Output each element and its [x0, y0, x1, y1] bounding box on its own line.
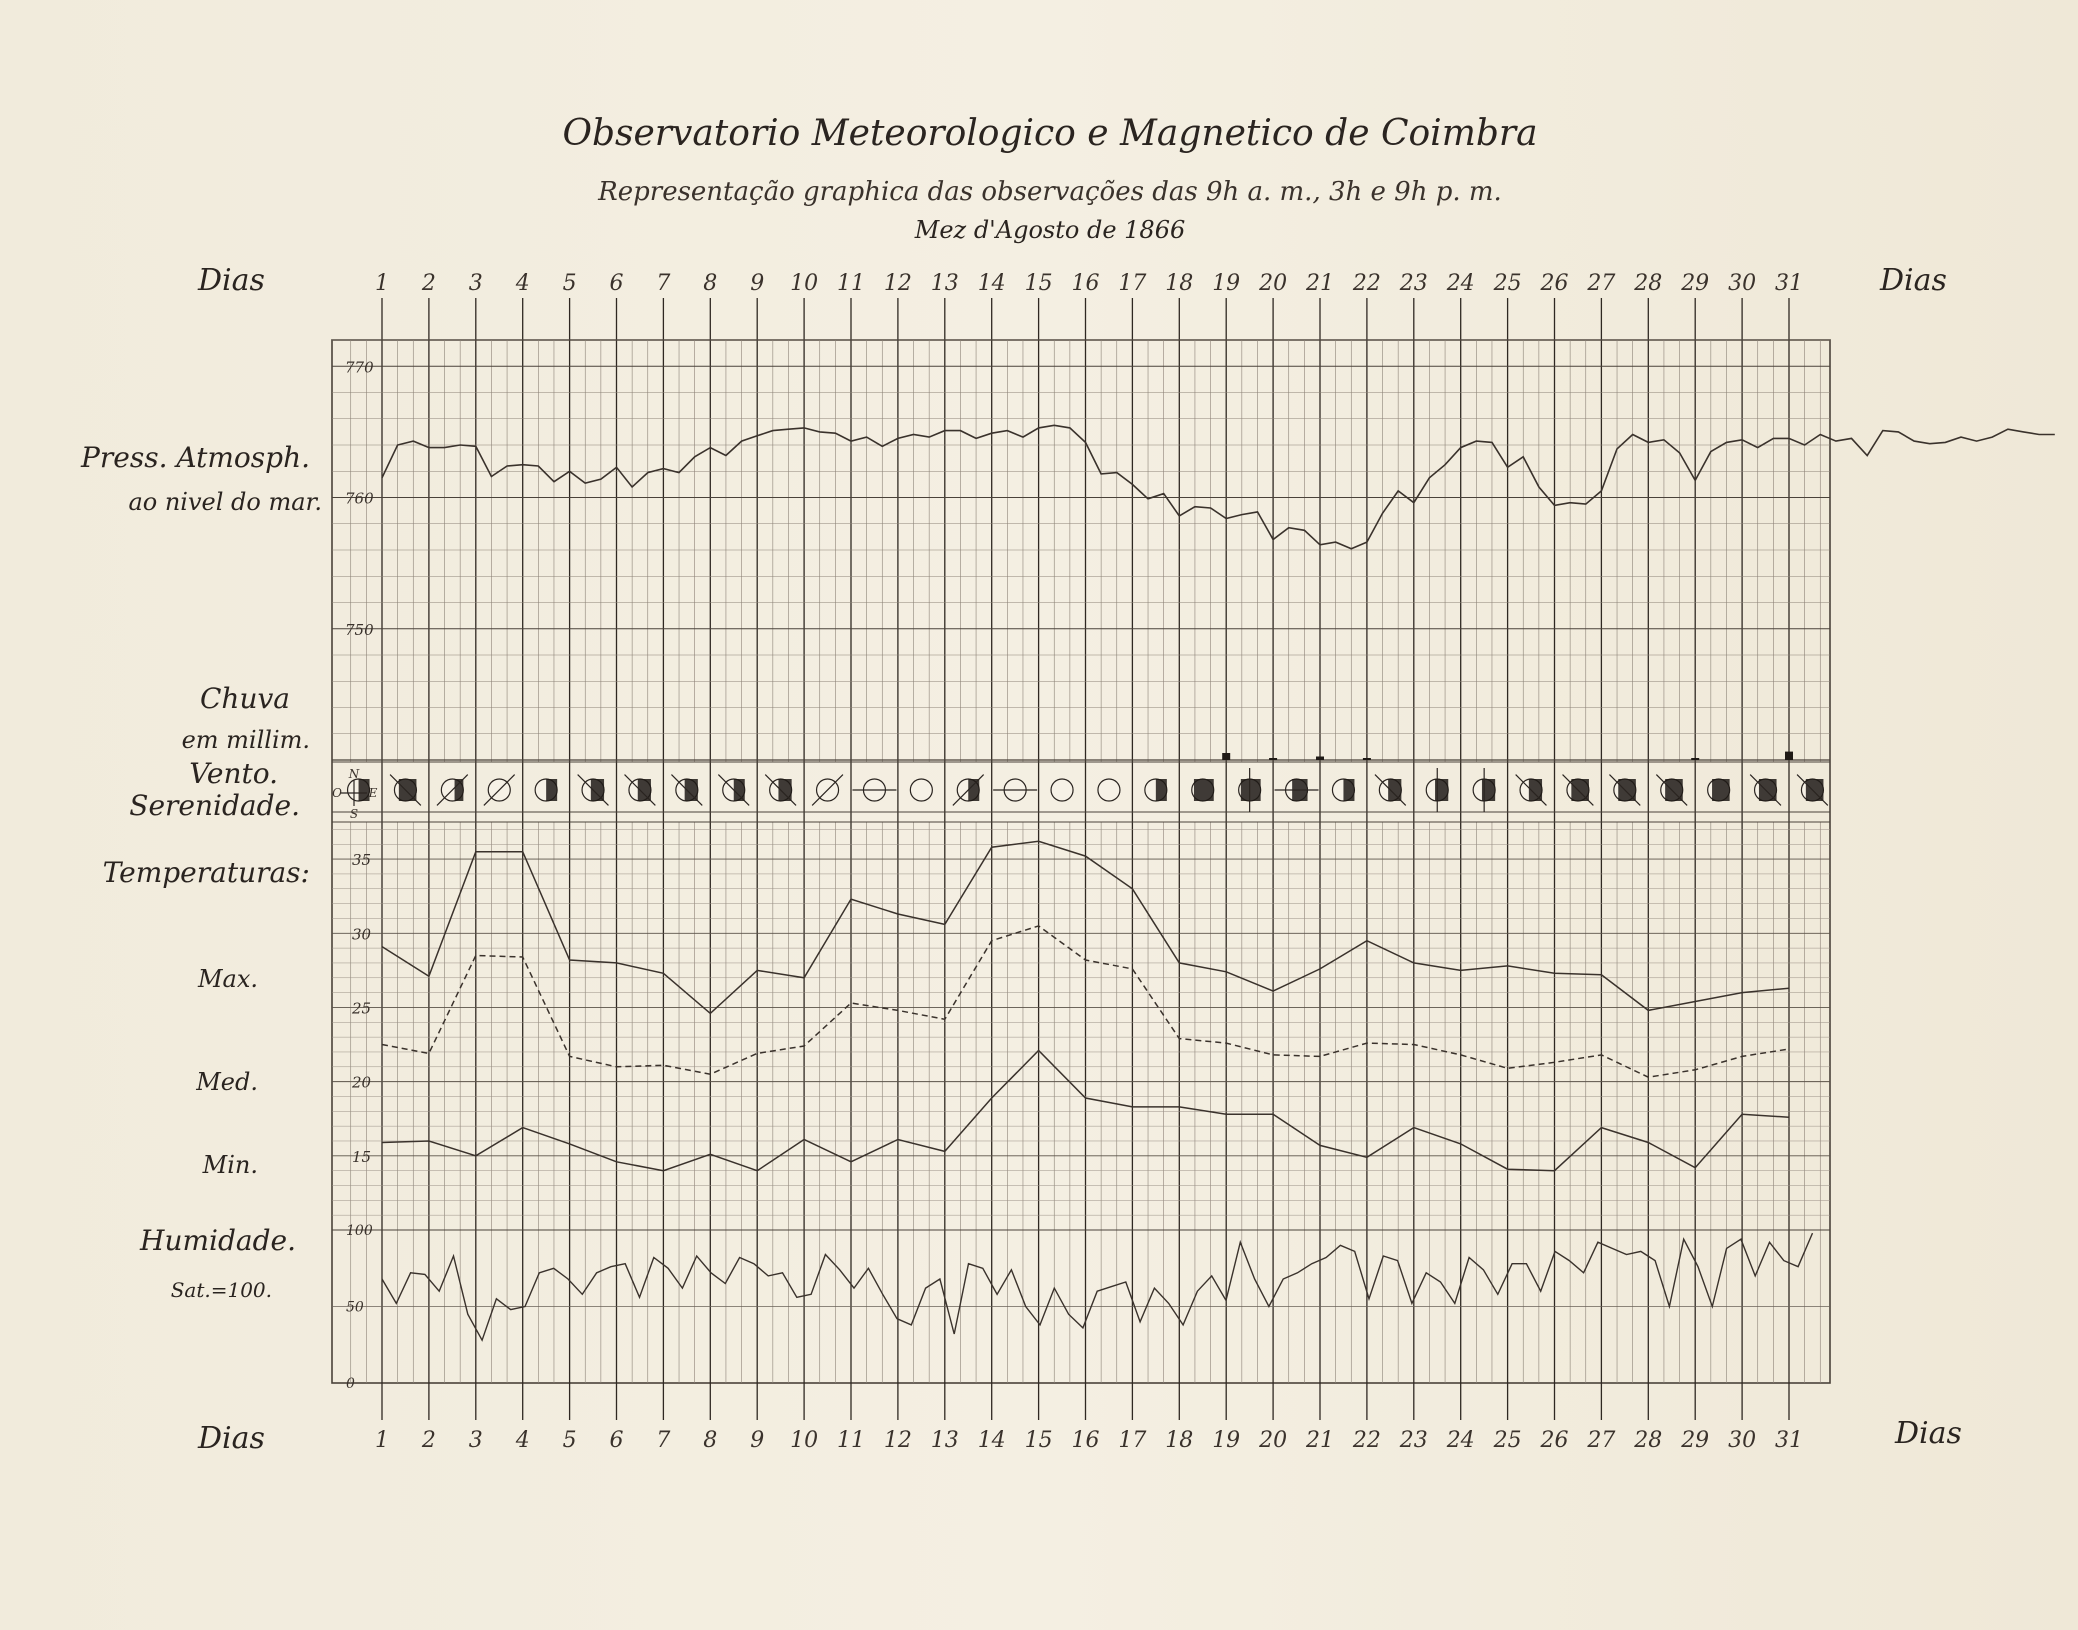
day-label-top: 16 — [1071, 271, 1100, 296]
day-label-bottom: 29 — [1681, 1428, 1710, 1453]
max-label: Max. — [197, 965, 258, 993]
serenity-fill — [546, 779, 557, 801]
days-label-top-right: Dias — [1880, 263, 1947, 298]
serenity-mark — [437, 775, 468, 806]
day-label-top: 29 — [1681, 271, 1710, 296]
temperature-tick-label: 30 — [352, 925, 372, 944]
day-label-top: 12 — [883, 271, 912, 296]
serenity-mark — [484, 775, 515, 806]
serenity-fill — [734, 779, 745, 801]
day-label-top: 24 — [1446, 271, 1475, 296]
day-label-top: 9 — [750, 271, 765, 296]
compass-west: O — [332, 786, 342, 800]
day-label-top: 14 — [977, 271, 1006, 296]
serenity-fill — [1241, 779, 1261, 801]
day-label-bottom: 5 — [562, 1428, 577, 1453]
day-label-bottom: 15 — [1024, 1428, 1053, 1453]
day-label-bottom: 20 — [1259, 1428, 1288, 1453]
serenity-mark — [718, 775, 749, 806]
serenity-mark — [1426, 768, 1448, 812]
serenity-mark — [1708, 779, 1730, 801]
serenity-mark — [1516, 775, 1547, 806]
serenity-mark — [348, 779, 370, 801]
day-label-bottom: 17 — [1118, 1428, 1147, 1453]
day-label-bottom: 6 — [609, 1428, 624, 1453]
serenity-circle — [1098, 779, 1120, 801]
compass-north: N — [348, 767, 360, 781]
serenity-mark — [852, 779, 896, 801]
rain-bar — [1363, 758, 1371, 760]
humidity-tick-label: 50 — [346, 1299, 364, 1316]
day-label-bottom: 8 — [703, 1428, 718, 1453]
days-label-bottom-left: Dias — [198, 1421, 265, 1456]
serenity-fill — [1194, 779, 1214, 801]
serenity-fill — [1156, 779, 1167, 801]
pressure-tick-label: 760 — [345, 489, 374, 508]
day-label-bottom: 10 — [790, 1428, 819, 1453]
serenity-mark — [1145, 779, 1167, 801]
day-label-bottom: 22 — [1352, 1428, 1381, 1453]
chart-subtitle: Representação graphica das observações das 9h a. m., 3h e 9h p. m. — [598, 177, 1502, 207]
day-label-top: 17 — [1118, 271, 1147, 296]
day-label-bottom: 1 — [375, 1428, 389, 1453]
serenity-mark — [1332, 779, 1354, 801]
pressure-label: Press. Atmosph. — [81, 441, 310, 474]
serenity-circle — [910, 779, 932, 801]
serenity-mark — [910, 779, 932, 801]
serenity-mark — [1098, 779, 1120, 801]
day-label-top: 20 — [1259, 271, 1288, 296]
day-label-top: 3 — [468, 271, 483, 296]
day-label-bottom: 28 — [1634, 1428, 1663, 1453]
compass-south: S — [349, 807, 359, 821]
pressure-tick-label: 750 — [345, 620, 374, 639]
temperatures-label: Temperaturas: — [102, 856, 310, 889]
serenity-circle — [1051, 779, 1073, 801]
pressure-sublabel: ao nivel do mar. — [128, 488, 322, 516]
day-label-top: 21 — [1306, 271, 1334, 296]
serenity-mark — [1750, 775, 1781, 806]
day-label-top: 13 — [930, 271, 959, 296]
serenity-mark — [1609, 775, 1640, 806]
serenity-mark — [535, 779, 557, 801]
rain-bar — [1222, 753, 1230, 760]
rain-sublabel: em millim. — [181, 726, 310, 754]
serenity-fill — [1343, 779, 1354, 801]
data-layer — [348, 271, 2055, 1453]
day-label-bottom: 19 — [1212, 1428, 1241, 1453]
day-label-top: 6 — [609, 271, 624, 296]
humidity-label: Humidade. — [140, 1224, 296, 1257]
day-label-top: 28 — [1634, 271, 1663, 296]
serenity-mark — [765, 775, 796, 806]
day-label-bottom: 16 — [1071, 1428, 1100, 1453]
chart-frame — [332, 340, 1830, 1383]
day-label-top: 30 — [1728, 271, 1757, 296]
serenity-mark — [1797, 775, 1828, 806]
days-label-bottom-right: Dias — [1895, 1416, 1962, 1451]
day-label-bottom: 27 — [1587, 1428, 1616, 1453]
day-label-bottom: 13 — [930, 1428, 959, 1453]
day-label-top: 19 — [1212, 271, 1241, 296]
day-label-bottom: 18 — [1165, 1428, 1194, 1453]
day-label-top: 26 — [1540, 271, 1569, 296]
serenity-mark — [671, 775, 702, 806]
day-label-top: 11 — [837, 271, 865, 296]
serenity-mark — [1239, 768, 1261, 812]
day-label-bottom: 2 — [421, 1428, 436, 1453]
day-label-top: 7 — [656, 271, 671, 296]
day-label-bottom: 21 — [1306, 1428, 1334, 1453]
day-label-bottom: 11 — [837, 1428, 865, 1453]
serenity-mark — [625, 775, 656, 806]
wind-label: Vento. — [189, 757, 278, 790]
serenity-mark — [1656, 775, 1687, 806]
day-label-top: 5 — [562, 271, 577, 296]
day-label-bottom: 31 — [1775, 1428, 1803, 1453]
day-label-bottom: 9 — [750, 1428, 765, 1453]
serenity-fill — [1712, 779, 1730, 801]
humidity-tick-label: 0 — [346, 1376, 355, 1392]
day-label-top: 25 — [1493, 271, 1522, 296]
saturation-label: Sat.=100. — [170, 1278, 272, 1302]
serenity-mark — [1563, 775, 1594, 806]
day-label-top: 4 — [515, 271, 530, 296]
serenity-mark — [993, 779, 1037, 801]
day-label-top: 27 — [1587, 271, 1616, 296]
day-label-top: 23 — [1399, 271, 1428, 296]
rain-label: Chuva — [199, 682, 290, 715]
day-label-bottom: 4 — [515, 1428, 530, 1453]
day-label-bottom: 12 — [883, 1428, 912, 1453]
day-label-top: 8 — [703, 271, 718, 296]
day-label-bottom: 3 — [468, 1428, 483, 1453]
day-label-top: 10 — [790, 271, 819, 296]
compass-east: E — [368, 786, 378, 800]
humidity-line — [382, 1233, 1813, 1340]
temperature-tick-label: 20 — [352, 1073, 372, 1092]
day-label-top: 22 — [1352, 271, 1381, 296]
chart-title: Observatorio Meteorologico e Magnetico de Coimbra — [562, 113, 1538, 154]
rain-bar — [1269, 758, 1277, 760]
min-label: Min. — [202, 1151, 258, 1179]
serenity-mark — [578, 775, 609, 806]
serenity-mark — [1375, 775, 1406, 806]
serenity-fill — [968, 779, 979, 801]
day-label-top: 31 — [1775, 271, 1803, 296]
serenity-mark — [1051, 779, 1073, 801]
days-label-top-left: Dias — [198, 263, 265, 298]
med-label: Med. — [196, 1068, 258, 1096]
serenity-mark — [390, 775, 421, 806]
serenity-mark — [1192, 779, 1214, 801]
rain-bar — [1785, 752, 1793, 760]
serenity-mark — [812, 775, 843, 806]
rain-bar — [1691, 758, 1699, 760]
serenity-label: Serenidade. — [129, 789, 300, 822]
day-label-bottom: 24 — [1446, 1428, 1475, 1453]
temperature-tick-label: 35 — [352, 851, 372, 870]
serenity-fill — [455, 779, 464, 801]
day-label-bottom: 30 — [1728, 1428, 1757, 1453]
day-label-top: 15 — [1024, 271, 1053, 296]
day-label-bottom: 7 — [656, 1428, 671, 1453]
pressure-line — [382, 425, 2055, 548]
day-label-bottom: 26 — [1540, 1428, 1569, 1453]
day-label-top: 18 — [1165, 271, 1194, 296]
day-label-top: 2 — [421, 271, 436, 296]
grid-layer — [332, 298, 1830, 1420]
humidity-tick-label: 100 — [346, 1223, 373, 1239]
day-label-bottom: 25 — [1493, 1428, 1522, 1453]
day-label-bottom: 14 — [977, 1428, 1006, 1453]
temperature-tick-label: 25 — [352, 999, 372, 1018]
pressure-tick-label: 770 — [345, 358, 374, 377]
chart-month: Mez d'Agosto de 1866 — [914, 216, 1186, 244]
day-label-bottom: 23 — [1399, 1428, 1428, 1453]
temperature-tick-label: 15 — [352, 1147, 372, 1166]
serenity-mark — [953, 775, 984, 806]
serenity-mark — [1275, 779, 1319, 801]
rain-bar — [1316, 757, 1324, 761]
serenity-mark — [1473, 768, 1495, 812]
day-label-top: 1 — [375, 271, 389, 296]
